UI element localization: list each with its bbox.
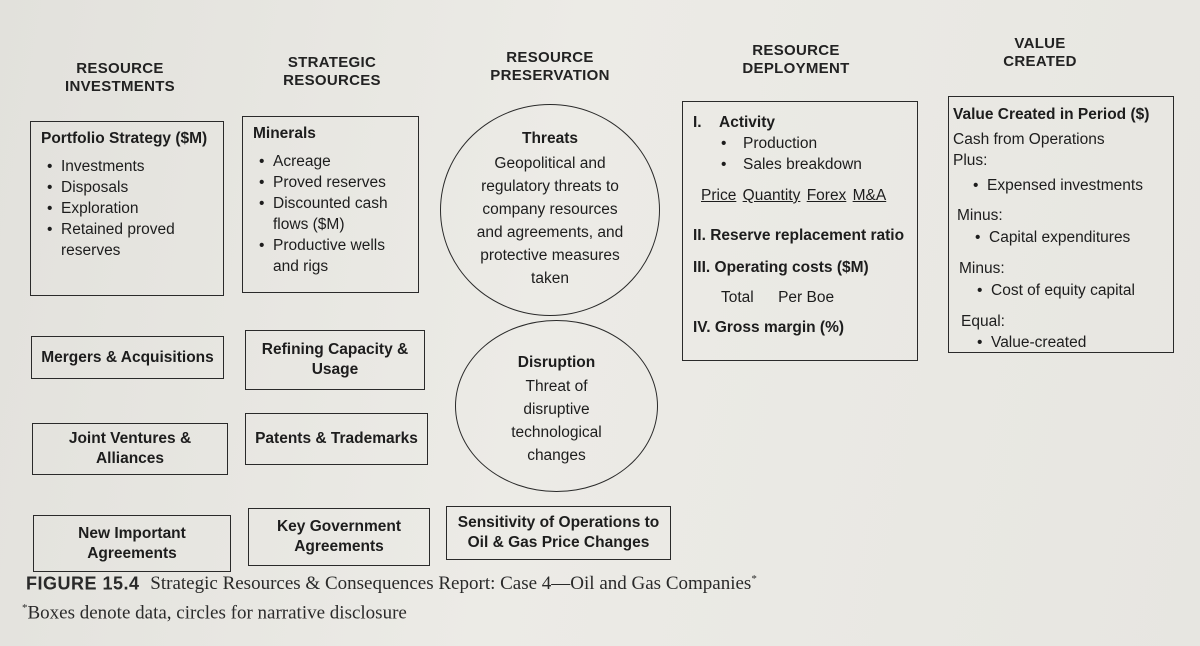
- equal-label: Equal:: [961, 313, 1005, 330]
- list-item: • Exploration: [41, 198, 215, 219]
- list-item: • Cost of equity capital: [971, 280, 1167, 301]
- threats-circle: [440, 104, 660, 316]
- portfolio-strategy-box: [30, 121, 224, 296]
- mergers-acquisitions-box: [31, 336, 224, 379]
- operating-costs-breakdown: [721, 287, 909, 308]
- minus-label-2: Minus:: [959, 260, 1005, 277]
- minerals-list: [253, 151, 410, 277]
- minerals-title: Minerals: [253, 125, 316, 142]
- operating-costs: III. Operating costs ($M): [693, 259, 869, 276]
- sensitivity-label: Sensitivity of Operations to Oil & Gas Price Changes: [457, 514, 660, 551]
- figure-number: FIGURE 15.4: [26, 573, 140, 594]
- list-item: • Production: [715, 133, 909, 154]
- activity-heading: [693, 112, 909, 133]
- header-resource-preservation: RESOURCE PRESERVATION: [490, 49, 610, 84]
- figure-title: Strategic Resources & Consequences Report: Case 4—Oil and Gas Companies: [150, 573, 752, 595]
- patents-trademarks-label: Patents & Trademarks: [255, 430, 418, 447]
- equal-list: [971, 332, 1167, 353]
- disruption-text: Threat of disruptive technological changes: [511, 378, 602, 464]
- activity-list: [715, 133, 909, 175]
- metric-ma: M&A: [852, 187, 887, 204]
- figure-footnote: [22, 602, 407, 624]
- operating-costs-total: Total: [721, 289, 754, 306]
- minus-list: [969, 227, 1167, 248]
- minerals-box: [242, 116, 419, 293]
- joint-ventures-box: [32, 423, 228, 475]
- refining-capacity-box: [245, 330, 425, 390]
- new-agreements-box: [33, 515, 231, 572]
- refining-capacity-label: Refining Capacity & Usage: [261, 341, 409, 378]
- header-resource-investments: RESOURCE INVESTMENTS: [65, 60, 175, 95]
- cash-from-operations: Cash from Operations: [953, 131, 1105, 148]
- list-item: • Retained proved reserves: [41, 219, 215, 261]
- list-item: • Productive wells and rigs: [253, 235, 410, 277]
- minus-list-2: [971, 280, 1167, 301]
- list-item: • Expensed investments: [967, 175, 1167, 196]
- reserve-replacement-ratio: II. Reserve replacement ratio: [693, 227, 905, 244]
- disruption-title: Disruption: [517, 354, 596, 371]
- figure-caption: [26, 573, 757, 595]
- header-strategic-resources: STRATEGIC RESOURCES: [283, 54, 381, 89]
- list-item: • Discounted cash flows ($M): [253, 193, 410, 235]
- activity-title: Activity: [719, 114, 775, 131]
- disruption-circle: [455, 320, 658, 492]
- value-created-box: [948, 96, 1174, 353]
- activity-number: I.: [693, 114, 702, 131]
- value-created-title: Value Created in Period ($): [953, 106, 1150, 123]
- portfolio-strategy-list: [41, 156, 215, 261]
- mergers-acquisitions-label: Mergers & Acquisitions: [41, 348, 214, 366]
- list-item: • Value-created: [971, 332, 1167, 353]
- portfolio-strategy-title: Portfolio Strategy ($M): [41, 130, 208, 147]
- sensitivity-box: [446, 506, 671, 560]
- list-item: • Capital expenditures: [969, 227, 1167, 248]
- metric-forex: Forex: [806, 187, 847, 204]
- government-agreements-box: [248, 508, 430, 566]
- header-resource-deployment: RESOURCE DEPLOYMENT: [742, 42, 850, 77]
- list-item: • Proved reserves: [253, 172, 410, 193]
- footnote-text: Boxes denote data, circles for narrative disclosure: [27, 602, 407, 624]
- operating-costs-per-boe: Per Boe: [778, 289, 835, 306]
- new-agreements-label: New Important Agreements: [78, 524, 186, 562]
- joint-ventures-label: Joint Ventures & Alliances: [68, 430, 192, 467]
- caption-asterisk: *: [751, 573, 757, 585]
- list-item: • Acreage: [253, 151, 410, 172]
- threats-title: Threats: [522, 130, 578, 147]
- list-item: • Sales breakdown: [715, 154, 909, 175]
- plus-list: [967, 175, 1167, 196]
- metric-price: Price: [701, 187, 737, 204]
- minus-label: Minus:: [957, 207, 1003, 224]
- plus-label: Plus:: [953, 152, 988, 169]
- threats-text: Geopolitical and regulatory threats to company resources and agreements, and protective measures taken: [476, 155, 624, 287]
- metric-quantity: Quantity: [742, 187, 801, 204]
- header-value-created: VALUE CREATED: [1003, 35, 1077, 70]
- list-item: • Disposals: [41, 177, 215, 198]
- patents-trademarks-box: [245, 413, 428, 465]
- activity-metrics: [701, 185, 909, 206]
- resource-deployment-box: [682, 101, 918, 361]
- gross-margin: IV. Gross margin (%): [693, 319, 845, 336]
- government-agreements-label: Key Government Agreements: [276, 518, 402, 555]
- footnote-asterisk: *: [22, 602, 28, 614]
- list-item: • Investments: [41, 156, 215, 177]
